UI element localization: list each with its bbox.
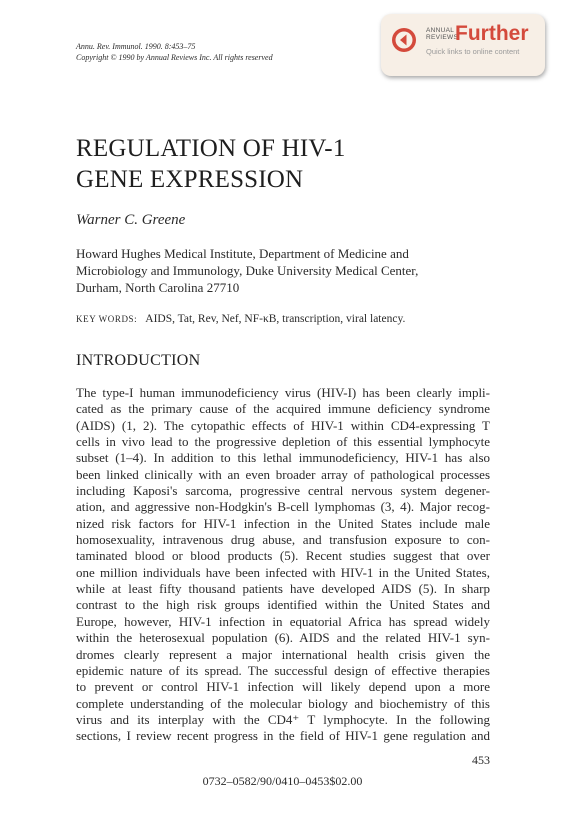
body-line: to prevent or control HIV-1 infection will likely depend upon a more xyxy=(76,679,490,695)
arrow-left-circle-icon xyxy=(391,27,417,53)
body-line: while at least fifty thousand patients have developed AIDS (5). In sharp xyxy=(76,581,490,597)
author-affiliation xyxy=(76,245,496,296)
affiliation-line-2: Microbiology and Immunology, Duke University Medical Center, xyxy=(76,263,419,278)
reviews-label: REVIEWS xyxy=(426,34,459,41)
body-line: contrast to the high risk groups identified within the United States and xyxy=(76,597,490,613)
body-line: cated as the primary cause of the acquired immune deficiency syndrome xyxy=(76,401,490,417)
body-line: dromes clearly represent a major international health crisis given the xyxy=(76,646,490,662)
further-tagline: Quick links to online content xyxy=(426,47,520,56)
body-line: been linked clinically with an even broader array of pathological processes xyxy=(76,466,490,482)
citation-line-1: Annu. Rev. Immunol. 1990. 8:453–75 xyxy=(76,42,196,51)
body-line: subset (1–4). In addition to this lethal immunodeficiency, HIV-1 has also xyxy=(76,450,490,466)
annual-reviews-wordmark xyxy=(426,27,458,41)
annual-label: ANNUAL xyxy=(426,27,455,34)
body-line: taminated blood or blood products (5). Recent studies suggest that over xyxy=(76,548,490,564)
body-line: within the heterosexual population (6). AIDS and the related HIV-1 syn- xyxy=(76,630,490,646)
body-line: including Kaposi's sarcoma, progressive central nervous system degener- xyxy=(76,483,490,499)
body-line: Europe, however, HIV-1 infection in equatorial Africa has spread widely xyxy=(76,613,490,629)
body-line: cells in vivo lead to the progressive depletion of this essential lymphocyte xyxy=(76,434,490,450)
body-line: (AIDS) (1, 2). The cytopathic effects of HIV-1 within CD4-expressing T xyxy=(76,417,490,433)
body-line: sections, I review recent progress in the field of HIV-1 gene regulation and xyxy=(76,728,490,744)
body-line: ation, and aggressive non-Hodgkin's B-cell lymphomas (3, 4). Major recog- xyxy=(76,499,490,515)
citation-line-2: Copyright © 1990 by Annual Reviews Inc. All rights reserved xyxy=(76,53,273,62)
affiliation-line-1: Howard Hughes Medical Institute, Department of Medicine and xyxy=(76,246,409,261)
annual-reviews-further-badge[interactable] xyxy=(381,14,545,76)
keywords xyxy=(76,313,405,325)
section-heading-introduction: INTRODUCTION xyxy=(76,352,201,369)
body-line: homosexuality, intravenous drug abuse, and transfusion exposure to con- xyxy=(76,532,490,548)
body-line: one million individuals have been infected with HIV-1 in the United States, xyxy=(76,564,490,580)
further-label: Further xyxy=(455,22,529,45)
page-number: 453 xyxy=(472,753,490,767)
body-line: complete understanding of the molecular biology and biochemistry of this xyxy=(76,695,490,711)
journal-citation xyxy=(76,41,273,63)
body-line: epidemic nature of its spread. The successful design of effective therapies xyxy=(76,662,490,678)
introduction-body xyxy=(76,385,490,745)
body-line: The type-I human immunodeficiency virus (HIV-I) has been clearly impli- xyxy=(76,385,490,400)
title-line-2: GENE EXPRESSION xyxy=(76,166,304,193)
article-code: 0732–0582/90/0410–0453$02.00 xyxy=(202,774,363,788)
article-title xyxy=(76,133,346,195)
affiliation-line-3: Durham, North Carolina 27710 xyxy=(76,280,240,295)
body-line: nized risk factors for HIV-1 infection in the United States include male xyxy=(76,515,490,531)
keywords-list: AIDS, Tat, Rev, Nef, NF-κB, transcription, viral latency. xyxy=(145,313,406,325)
author-name: Warner C. Greene xyxy=(76,212,186,228)
title-line-1: REGULATION OF HIV-1 xyxy=(76,135,346,162)
body-line: virus and its interplay with the CD4⁺ T lymphocyte. In the following xyxy=(76,711,490,727)
keywords-label: KEY WORDS: xyxy=(76,314,138,324)
